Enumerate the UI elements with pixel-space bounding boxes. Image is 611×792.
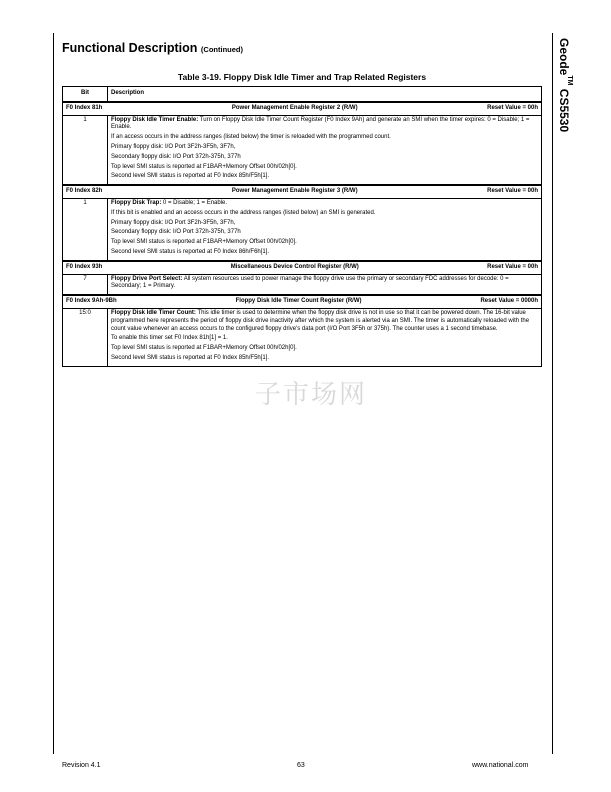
field-title: Floppy Drive Port Select: [111,275,183,282]
column-header-description: Description [108,87,542,102]
description-paragraph [111,335,538,343]
description-paragraph [111,134,538,142]
description-text: Second level SMI status is reported at F0 Index 85h/F5h[1]. [111,354,270,361]
description-paragraph [111,164,538,172]
description-paragraph [111,310,538,333]
bit-cell: 15:0 [63,308,108,366]
footer-website: www.national.com [472,762,529,769]
register-name: Power Management Enable Register 3 (R/W) [231,188,358,195]
register-header-row [63,295,542,308]
description-paragraph [111,210,538,218]
description-text: Second level SMI status is reported at F0 Index 86h/F6h[1]. [111,248,270,255]
description-paragraph [111,173,538,181]
description-text: Turn on Floppy Disk Idle Timer Count Register (F0 Index 9Ah) and generate an SMI when the timer expires: 0 = Disable; 1 = Enable. [111,116,530,131]
description-text: This idle timer is used to determine when the floppy disk drive is not in use so that it can be powered down. The 16-bit value programmed here represents the period of floppy disk drive inactivity after which the system is alerted via an SMI. The timer is automatically reloaded with the count value whenever an access occurs to the configured floppy drive's data port (I/O Port 3F5h or 375h). The counter uses a 1 second timebase. [111,309,530,332]
description-cell [108,198,542,260]
register-reset-value: Reset Value = 0000h [480,298,538,305]
description-paragraph [111,200,538,208]
description-text: Top level SMI status is reported at F1BAR+Memory Offset 00h/02h[0]. [111,163,297,170]
description-text: Primary floppy disk: I/O Port 3F2h-3F5h, 3F7h, [111,143,236,150]
register-header-row [63,261,542,274]
description-text: 0 = Disable; 1 = Enable. [161,199,228,206]
description-text: Primary floppy disk: I/O Port 3F2h-3F5h, 3F7h, [111,219,236,226]
field-title: Floppy Disk Idle Timer Enable: [111,116,199,123]
register-index: F0 Index 9Ah-9Bh [66,298,117,305]
description-text: Top level SMI status is reported at F1BAR+Memory Offset 00h/02h[0]. [111,345,297,352]
description-text: Secondary floppy disk: I/O Port 372h-375h, 377h [111,153,241,160]
description-paragraph [111,144,538,152]
table-row [63,198,542,260]
description-paragraph [111,154,538,162]
register-index: F0 Index 82h [66,188,103,195]
register-header-row [63,102,542,115]
description-cell [108,274,542,295]
footer-page-number: 63 [297,762,305,769]
description-cell [108,115,542,185]
column-header-bit: Bit [63,87,108,102]
register-index: F0 Index 93h [66,263,103,270]
side-product-title: Geode™ CS5530 [557,38,573,133]
description-text: Secondary floppy disk: I/O Port 372h-375h, 377h [111,229,241,236]
description-paragraph [111,276,538,292]
register-name: Floppy Disk Idle Timer Count Register (R/W) [235,298,362,305]
bit-cell: 7 [63,274,108,295]
description-paragraph [111,249,538,257]
description-text: Second level SMI status is reported at F0 Index 85h/F5h[1]. [111,173,270,180]
description-cell [108,308,542,366]
description-text: If an access occurs in the address ranges (listed below) the timer is reloaded with the programmed count. [111,134,391,141]
description-paragraph [111,220,538,228]
description-text: To enable this timer set F0 Index 81h[1] = 1. [111,335,228,342]
field-title: Floppy Disk Trap: [111,199,162,206]
bit-cell: 1 [63,198,108,260]
table-row [63,274,542,295]
table-row [63,115,542,185]
register-reset-value: Reset Value = 00h [487,263,538,270]
register-reset-value: Reset Value = 00h [487,104,538,111]
description-paragraph [111,117,538,133]
register-reset-value: Reset Value = 00h [487,188,538,195]
description-text: If this bit is enabled and an access occurs in the address ranges (listed below) an SMI is generated. [111,209,376,216]
field-title: Floppy Disk Idle Timer Count: [111,309,196,316]
description-paragraph [111,355,538,363]
register-index: F0 Index 81h [66,104,103,111]
description-paragraph [111,239,538,247]
table-caption: Table 3-19. Floppy Disk Idle Timer and Trap Related Registers [177,72,427,82]
watermark: 子市场网 [255,380,368,410]
section-title-main: Functional Description [62,41,198,55]
description-text: All system resources used to power manage the floppy drive use the primary or secondary FDC addresses for decode: 0 = Secondary; 1 = Primary. [111,275,509,290]
register-name: Power Management Enable Register 2 (R/W) [231,104,358,111]
description-paragraph [111,229,538,237]
section-title-continued: (Continued) [200,45,243,54]
table-row [63,308,542,366]
description-paragraph [111,345,538,353]
bit-cell: 1 [63,115,108,185]
section-title [62,41,243,55]
register-header-row [63,185,542,198]
footer-revision: Revision 4.1 [62,762,101,769]
register-table [62,86,542,367]
description-text: Top level SMI status is reported at F1BAR+Memory Offset 00h/02h[0]. [111,239,297,246]
register-name: Miscellaneous Device Control Register (R/W) [230,263,359,270]
